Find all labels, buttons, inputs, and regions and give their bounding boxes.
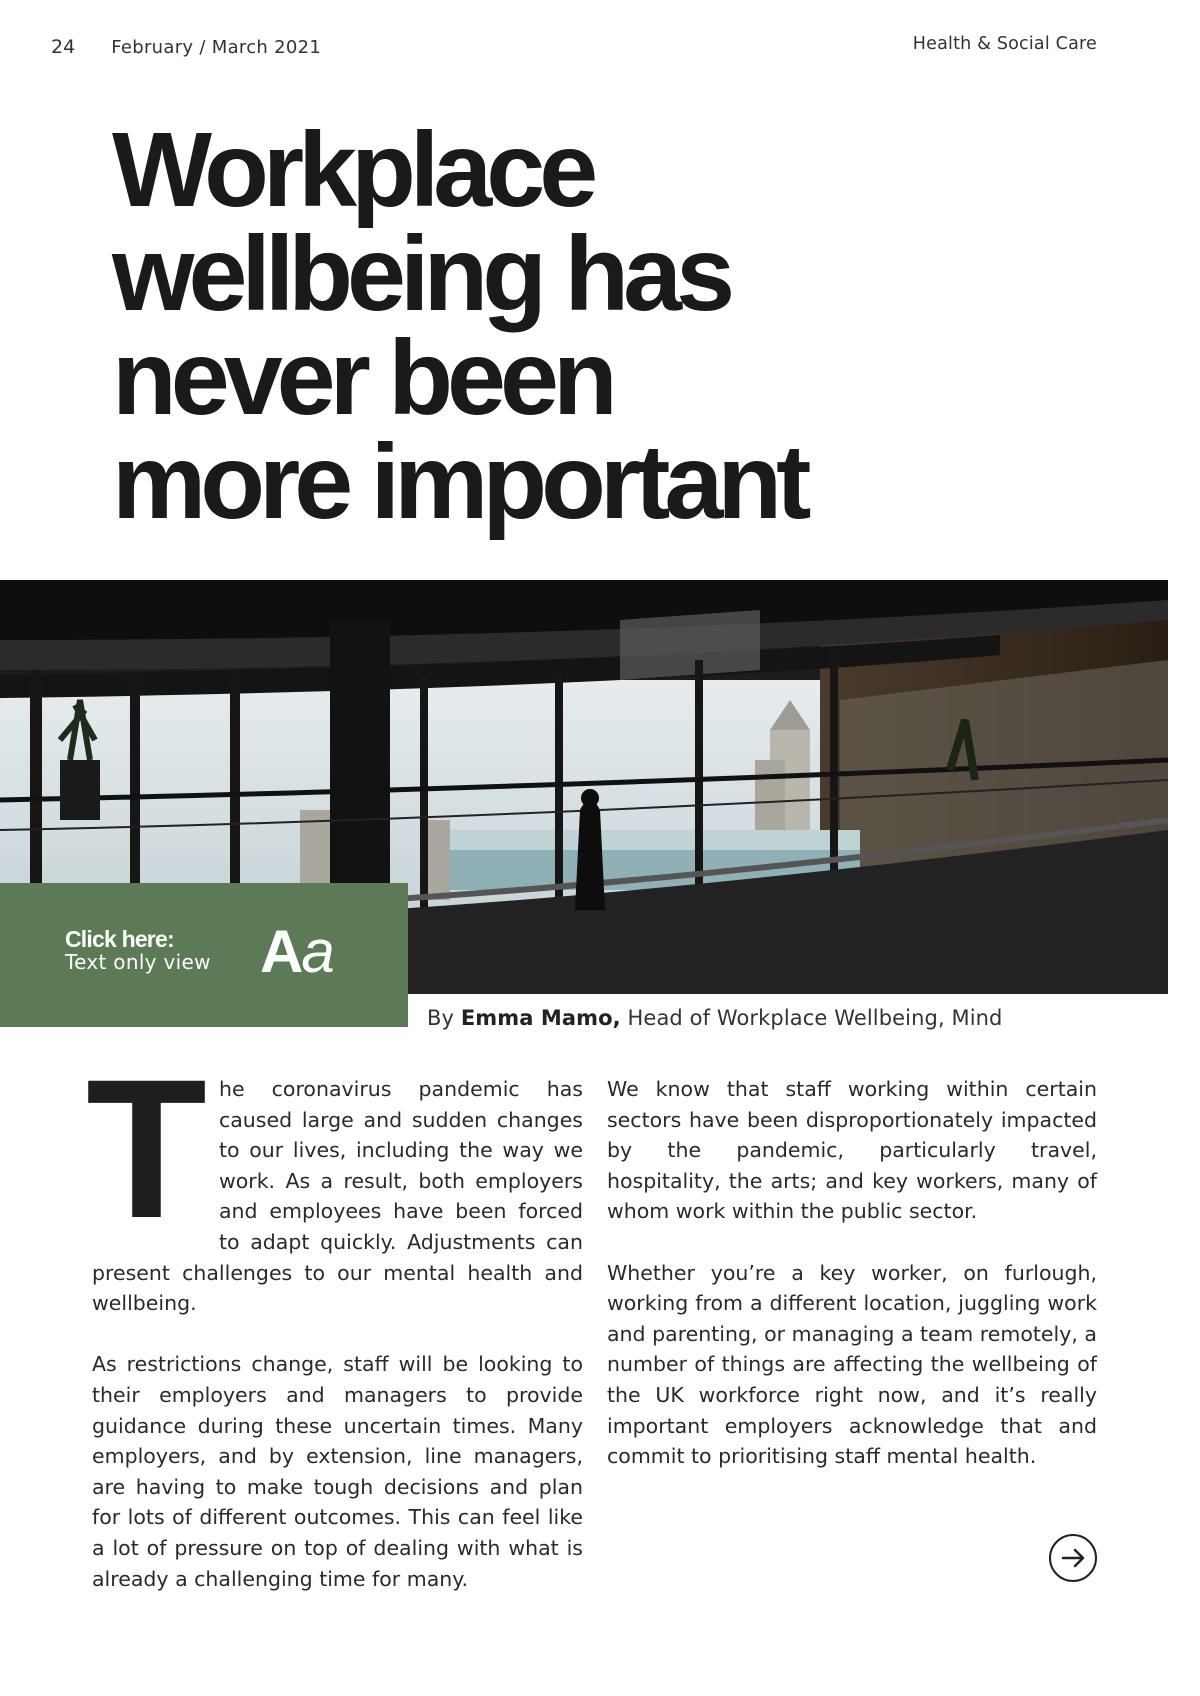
paragraph-text: he coronavirus pandemic has caused large and sudden changes to our lives, including the way we work. As a result, both employers and employees have been forced to adapt quickly. Adjustments can present challenges to our mental health and wellbeing. <box>92 1077 583 1316</box>
section-name: Health & Social Care <box>912 34 1097 54</box>
glyph-lower: a <box>301 918 333 985</box>
headline-line: wellbeing has <box>112 215 730 333</box>
byline-prefix: By <box>427 1006 461 1030</box>
article-headline <box>112 111 1012 541</box>
arrow-right-icon <box>1058 1543 1088 1573</box>
article-paragraph: As restrictions change, staff will be looking to their employers and managers to provide guidance during these uncertain times. Many employers, and by extension, line managers, are having to make tough decisions and plan for lots of different outcomes. This can feel like a lot of pressure on top of dealing with what is already a challenging time for many. <box>92 1352 583 1591</box>
issue-date: February / March 2021 <box>111 37 322 58</box>
page-header <box>51 36 321 58</box>
next-page-button[interactable] <box>1049 1534 1097 1582</box>
article-paragraph: We know that staff working within certain sectors have been disproportionately impacted by the pandemic, particularly travel, hospitality, the arts; and key workers, many of whom work within the public sector. <box>607 1077 1097 1224</box>
byline-author: Emma Mamo, <box>460 1006 621 1030</box>
page-number: 24 <box>51 36 76 58</box>
headline-line: never been <box>112 319 612 437</box>
glyph-upper: A <box>260 918 302 985</box>
headline-line: Workplace <box>112 111 593 229</box>
cta-subtitle: Text only view <box>65 950 211 974</box>
article-column-left <box>86 1038 583 1625</box>
article-paragraph <box>86 1038 583 1319</box>
text-only-view-button[interactable] <box>0 883 408 1027</box>
byline <box>427 1006 1002 1030</box>
byline-role: Head of Workplace Wellbeing, Mind <box>620 1006 1003 1030</box>
cta-title: Click here: <box>65 926 174 952</box>
headline-line: more important <box>112 423 806 541</box>
article-column-right <box>607 1074 1097 1502</box>
font-size-icon <box>260 917 333 986</box>
drop-cap: T <box>86 1038 207 1259</box>
article-paragraph: Whether you’re a key worker, on furlough, working from a different location, juggling work and parenting, or managing a team remotely, a number of things are affecting the wellbeing of the UK workforce right now, and it’s really important employers acknowledge that and commit to prioritising staff mental health. <box>607 1260 1097 1469</box>
